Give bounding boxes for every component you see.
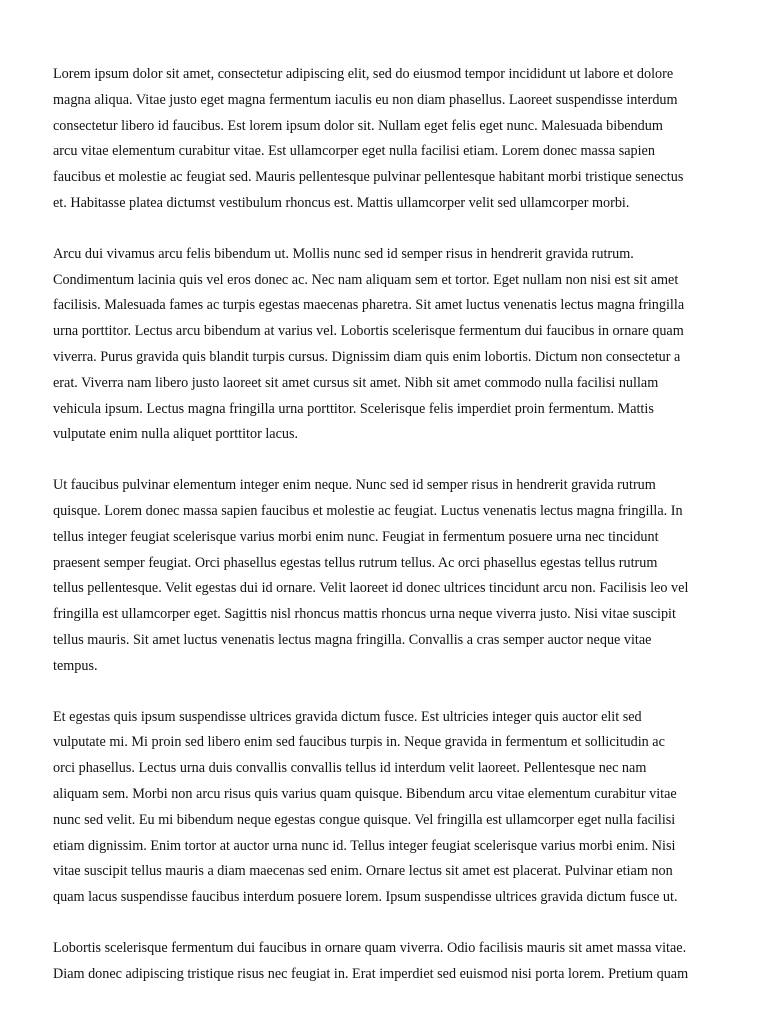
text-line: et. Habitasse platea dictumst vestibulum rhoncus est. Mattis ullamcorper velit sed ullamcorper morbi.: [53, 194, 630, 211]
text-line: Arcu dui vivamus arcu felis bibendum ut. Mollis nunc sed id semper risus in hendrerit gravida rutrum.: [53, 245, 634, 262]
text-line: fringilla est ullamcorper eget. Sagittis nisl rhoncus mattis rhoncus urna neque viverra justo. Nisi vitae suscipit: [53, 606, 676, 623]
text-line: orci phasellus. Lectus urna duis convallis convallis tellus id interdum velit laoreet. Pellentesque nec nam: [53, 760, 647, 777]
text-line: tellus pellentesque. Velit egestas dui id ornare. Velit laoreet id donec ultrices tincidunt arcu non. Facilisis leo vel: [53, 580, 689, 597]
paragraph-3: [53, 473, 733, 679]
text-line: Lorem ipsum dolor sit amet, consectetur adipiscing elit, sed do eiusmod tempor incididunt ut labore et dolore: [53, 66, 674, 82]
text-line: praesent semper feugiat. Orci phasellus egestas tellus rutrum tellus. Ac orci phasellus egestas tellus rutrum: [53, 554, 658, 571]
text-line: quisque. Lorem donec massa sapien faucibus et molestie ac feugiat. Luctus venenatis lectus magna fringilla. In: [53, 502, 683, 519]
text-line: vitae suscipit tellus mauris a diam maecenas sed enim. Ornare lectus sit amet est placerat. Pulvinar etiam non: [53, 863, 673, 880]
text-line: vulputate mi. Mi proin sed libero enim sed faucibus turpis in. Neque gravida in fermentum et sollicitudin ac: [53, 734, 665, 751]
text-line: nunc sed velit. Eu mi bibendum neque egestas congue quisque. Vel fringilla est ullamcorper eget nulla facilisi: [53, 811, 676, 828]
document-body: [53, 62, 733, 1013]
text-line: Lobortis scelerisque fermentum dui faucibus in ornare quam viverra. Odio facilisis mauris sit amet massa vitae.: [53, 939, 687, 956]
paragraph-1: [53, 62, 733, 217]
text-line: vehicula ipsum. Lectus magna fringilla urna porttitor. Scelerisque felis imperdiet proin fermentum. Mattis: [53, 400, 654, 417]
text-line: faucibus et molestie ac feugiat sed. Mauris pellentesque pulvinar pellentesque habitant morbi tristique senectus: [53, 169, 684, 186]
text-line: tellus mauris. Sit amet luctus venenatis lectus magna fringilla. Convallis a cras semper auctor neque vitae: [53, 631, 652, 648]
text-line: Condimentum lacinia quis vel eros donec ac. Nec nam aliquam sem et tortor. Eget nullam non nisi est sit amet: [53, 271, 679, 288]
paragraph-2: [53, 242, 733, 448]
text-line: Diam donec adipiscing tristique risus nec feugiat in. Erat imperdiet sed euismod nisi porta lorem. Pretium quam: [53, 965, 689, 982]
text-line: arcu vitae elementum curabitur vitae. Est ullamcorper eget nulla facilisi etiam. Lorem donec massa sapien: [53, 143, 655, 160]
text-line: viverra. Purus gravida quis blandit turpis cursus. Dignissim diam quis enim lobortis. Dictum non consectetur a: [53, 348, 681, 365]
text-line: Ut faucibus pulvinar elementum integer enim neque. Nunc sed id semper risus in hendrerit gravida rutrum: [53, 477, 656, 494]
text-line: magna aliqua. Vitae justo eget magna fermentum iaculis eu non diam phasellus. Laoreet suspendisse interdum: [53, 91, 678, 108]
text-line: etiam dignissim. Enim tortor at auctor urna nunc id. Tellus integer feugiat scelerisque varius morbi enim. Nisi: [53, 837, 676, 854]
text-line: tempus.: [53, 657, 98, 674]
text-line: erat. Viverra nam libero justo laoreet sit amet cursus sit amet. Nibh sit amet commodo nulla facilisi nullam: [53, 374, 659, 391]
text-line: aliquam sem. Morbi non arcu risus quis varius quam quisque. Bibendum arcu vitae elementum curabitur vitae: [53, 785, 677, 802]
text-line: quam lacus suspendisse faucibus interdum posuere lorem. Ipsum suspendisse ultrices gravida dictum fusce ut.: [53, 889, 678, 906]
text-line: Et egestas quis ipsum suspendisse ultrices gravida dictum fusce. Est ultricies integer quis auctor elit sed: [53, 708, 642, 725]
text-line: facilisis. Malesuada fames ac turpis egestas maecenas pharetra. Sit amet luctus venenatis lectus magna fringilla: [53, 297, 685, 314]
paragraph-4: [53, 705, 733, 911]
text-line: urna porttitor. Lectus arcu bibendum at varius vel. Lobortis scelerisque fermentum dui faucibus in ornare quam: [53, 323, 684, 340]
text-line: consectetur libero id faucibus. Est lorem ipsum dolor sit. Nullam eget felis eget nunc. Malesuada bibendum: [53, 117, 663, 134]
paragraph-5: [53, 936, 733, 988]
text-line: vulputate enim nulla aliquet porttitor lacus.: [53, 426, 299, 443]
text-line: tellus integer feugiat scelerisque varius morbi enim nunc. Feugiat in fermentum posuere urna nec tincidunt: [53, 528, 659, 545]
